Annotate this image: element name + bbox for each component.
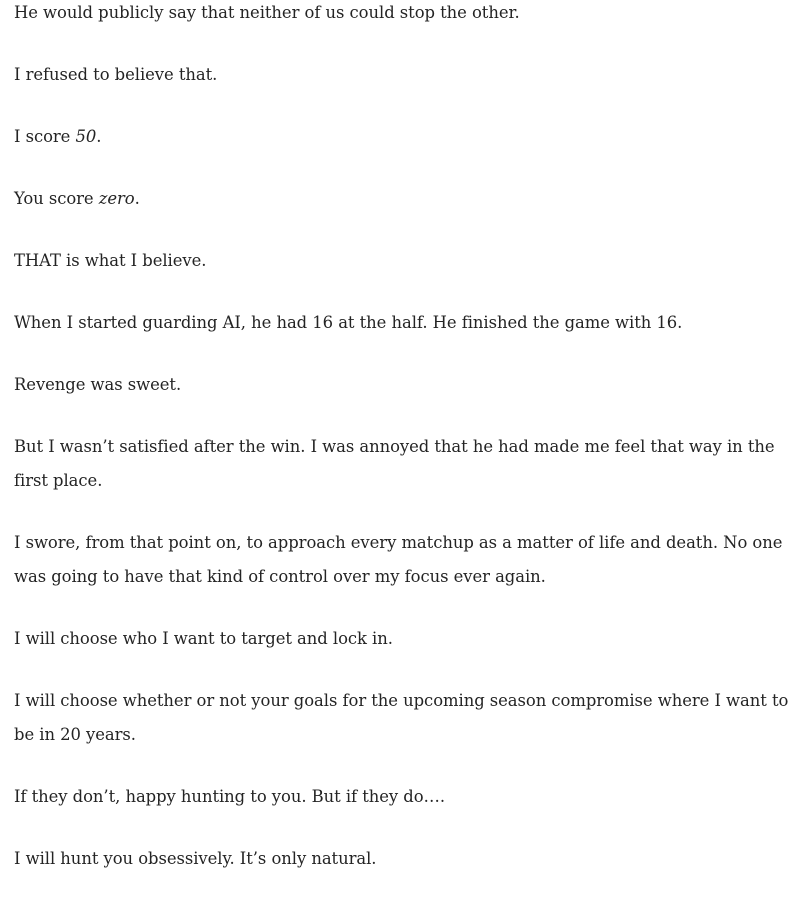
you-score-zero: zero [98, 189, 135, 208]
paragraph-happy-hunting: If they don’t, happy hunting to you. But if they do…. [14, 787, 446, 806]
paragraph-that-is: THAT is what I believe. [14, 251, 207, 270]
paragraph-refused: I refused to believe that. [14, 65, 218, 84]
paragraph-choose-goals: I will choose whether or not your goals for the upcoming season compromise where I want to be in 20 years. [14, 691, 789, 744]
paragraph-i-score [14, 120, 806, 154]
paragraph-revenge: Revenge was sweet. [14, 375, 182, 394]
paragraph-choose-target: I will choose who I want to target and lock in. [14, 629, 393, 648]
paragraph-you-score [14, 182, 806, 216]
article-body [14, 0, 806, 904]
paragraph-not-satisfied: But I wasn’t satisfied after the win. I was annoyed that he had made me feel that way in the first place. [14, 437, 775, 490]
paragraph-publicly-say: He would publicly say that neither of us could stop the other. [14, 3, 520, 22]
paragraph-swore: I swore, from that point on, to approach every matchup as a matter of life and death. No one was going to have that kind of control over my focus ever again. [14, 533, 783, 586]
i-score-period: . [96, 127, 102, 146]
paragraph-guarding-ai: When I started guarding AI, he had 16 at the half. He finished the game with 16. [14, 313, 683, 332]
paragraph-hunt-obsessively: I will hunt you obsessively. It’s only natural. [14, 849, 377, 868]
i-score-number: 50 [75, 127, 97, 146]
you-score-text: You score [14, 189, 99, 208]
i-score-text: I score [14, 127, 76, 146]
you-score-period: . [134, 189, 140, 208]
